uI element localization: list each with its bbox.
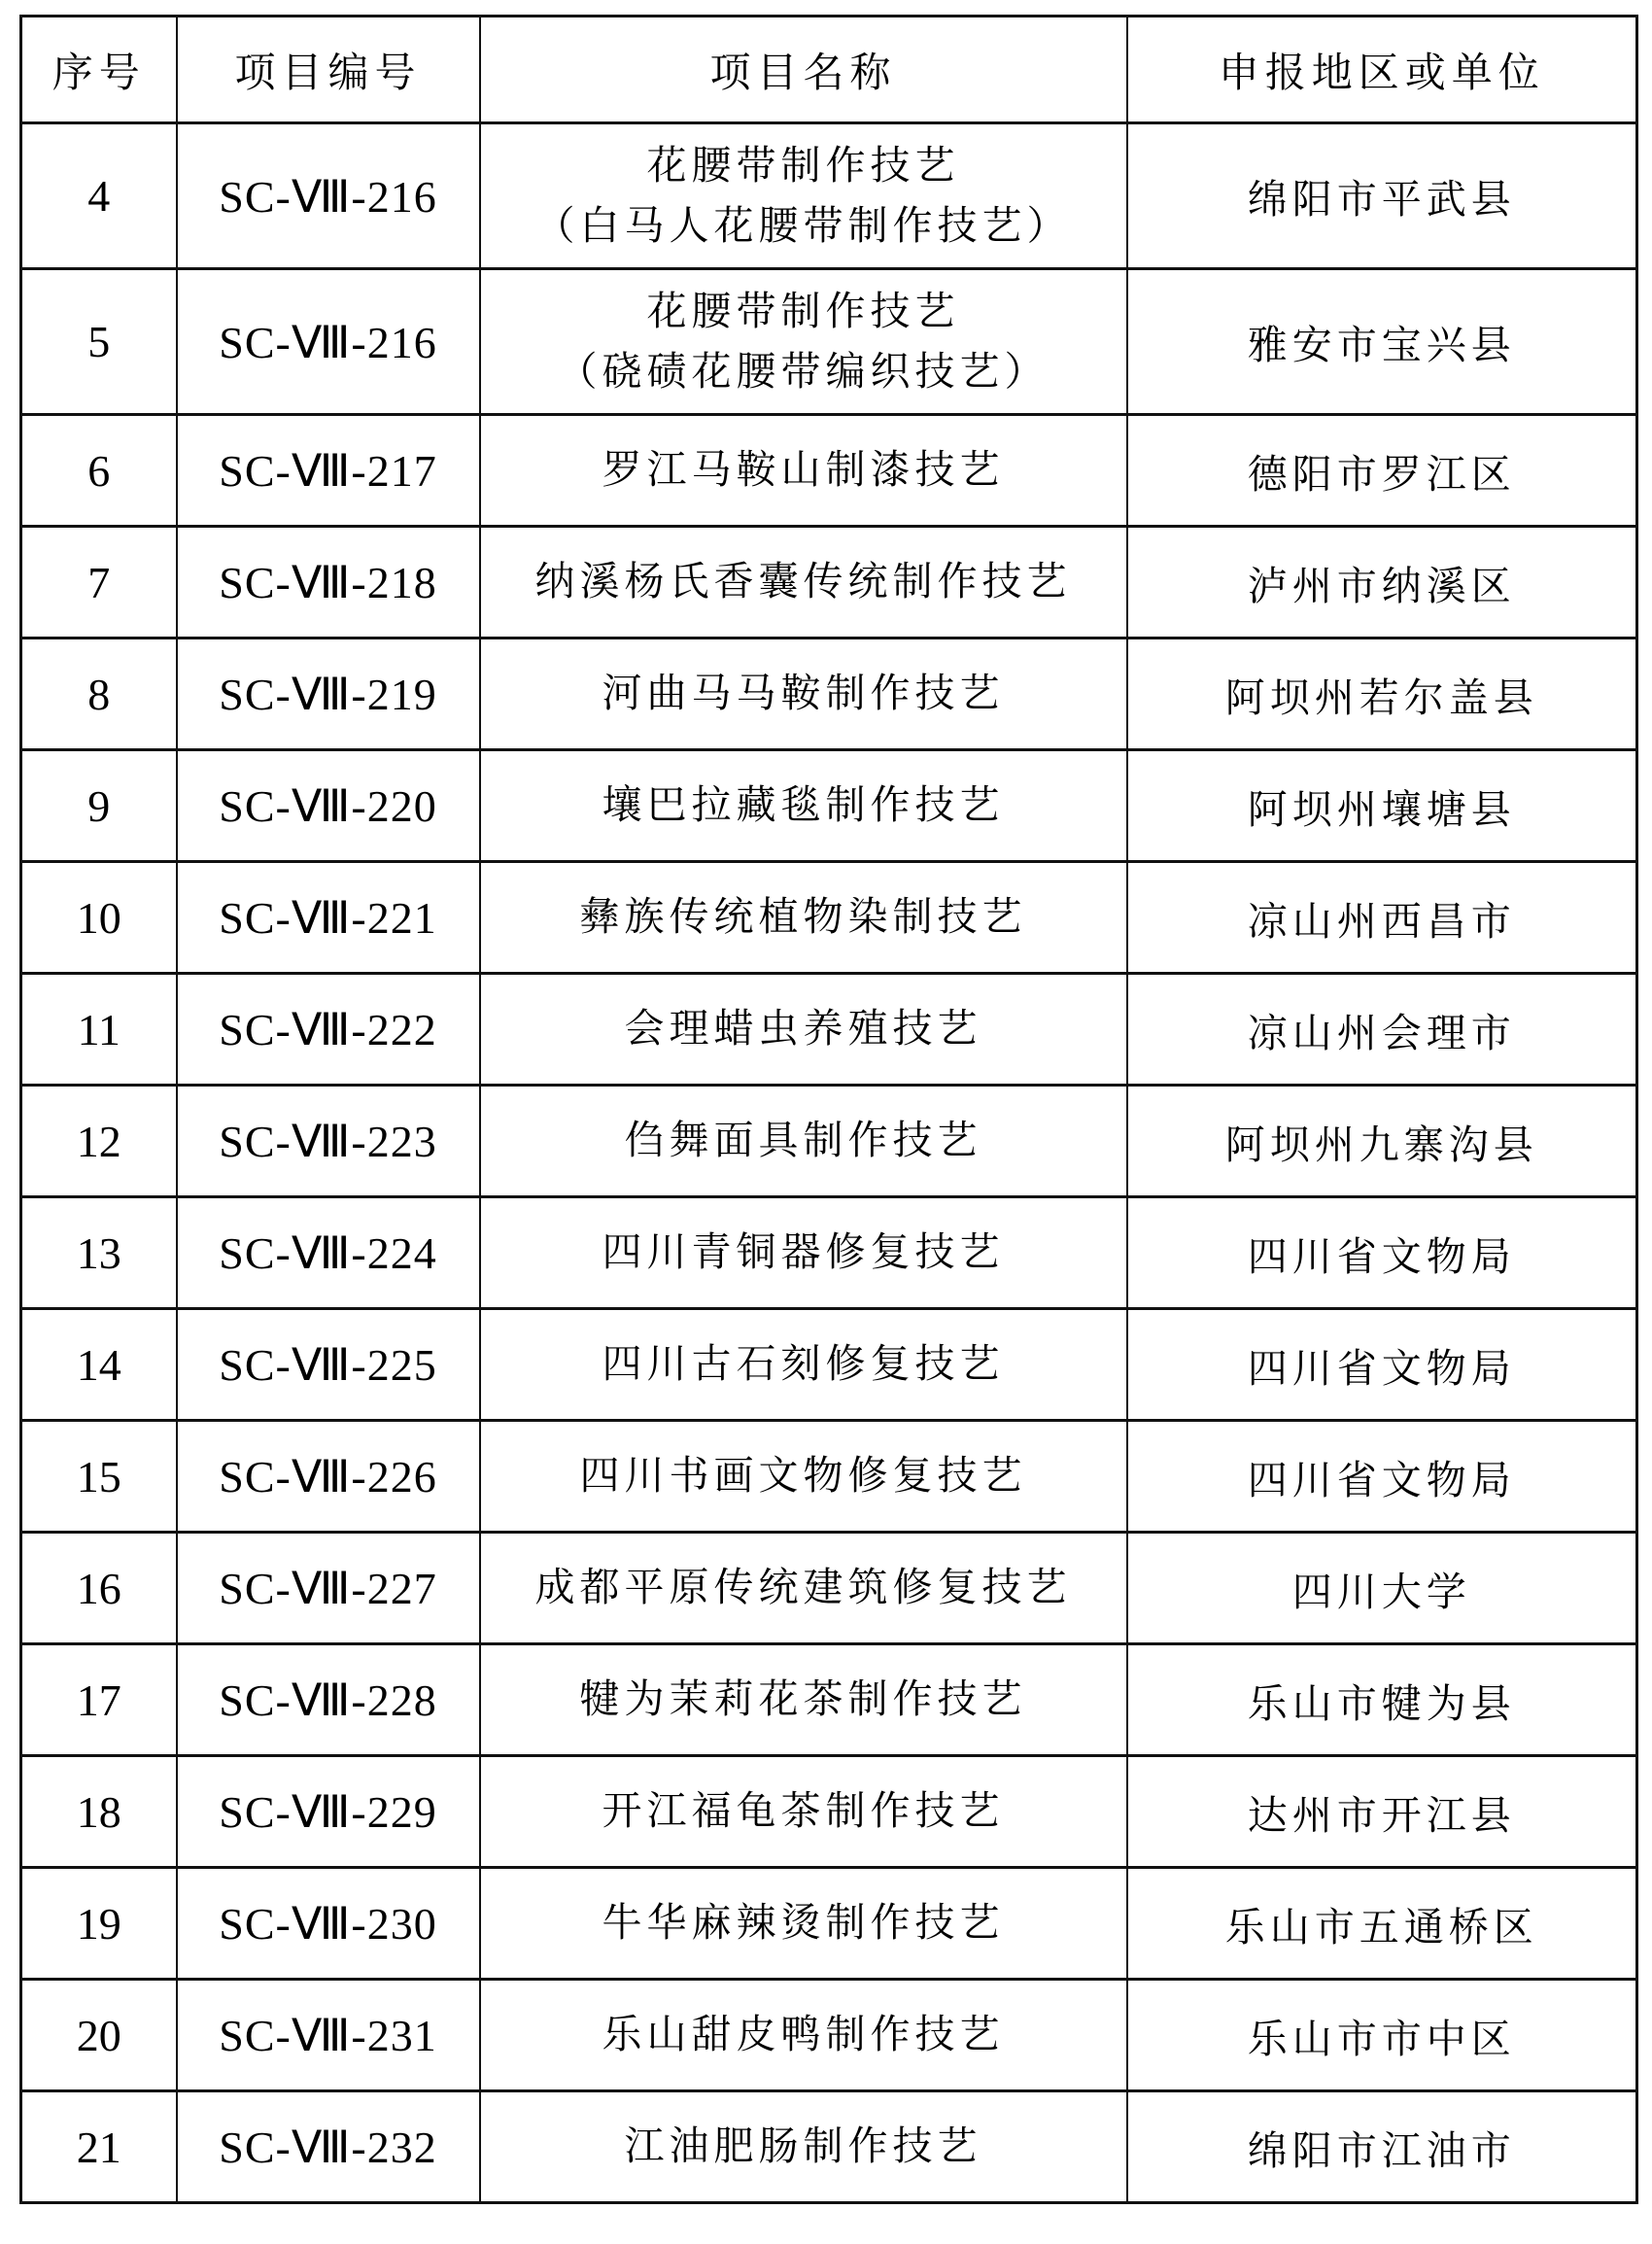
table-row xyxy=(21,750,1637,862)
table-header xyxy=(21,17,1637,123)
project-name-cell xyxy=(480,1197,1127,1309)
declaring-region-cell: 绵阳市平武县 xyxy=(1127,123,1637,269)
declaring-region-cell: 乐山市五通桥区 xyxy=(1127,1868,1637,1980)
serial-cell: 11 xyxy=(21,974,177,1086)
project-name-line: 江油肥肠制作技艺 xyxy=(624,2123,982,2169)
project-code-cell: SC-Ⅷ-219 xyxy=(177,639,480,750)
declaring-region-cell: 阿坝州若尔盖县 xyxy=(1127,639,1637,750)
table-row xyxy=(21,1309,1637,1421)
project-code-cell: SC-Ⅷ-232 xyxy=(177,2091,480,2203)
project-name-line: 花腰带制作技艺 xyxy=(646,143,960,188)
serial-cell: 4 xyxy=(21,123,177,269)
table-row xyxy=(21,527,1637,639)
project-name-line: 㑇舞面具制作技艺 xyxy=(624,1118,982,1163)
serial-cell: 19 xyxy=(21,1868,177,1980)
declaring-region-cell: 四川大学 xyxy=(1127,1533,1637,1644)
declaring-region-cell: 阿坝州九寨沟县 xyxy=(1127,1086,1637,1197)
serial-cell: 13 xyxy=(21,1197,177,1309)
project-name-cell xyxy=(480,639,1127,750)
table-row xyxy=(21,1868,1637,1980)
column-header-project-name: 项目名称 xyxy=(480,17,1127,123)
table-row xyxy=(21,1421,1637,1533)
project-name-cell xyxy=(480,527,1127,639)
serial-cell: 6 xyxy=(21,415,177,527)
serial-cell: 14 xyxy=(21,1309,177,1421)
project-code-cell: SC-Ⅷ-228 xyxy=(177,1644,480,1756)
project-name-line: 罗江马鞍山制漆技艺 xyxy=(602,447,1005,493)
project-code-cell: SC-Ⅷ-231 xyxy=(177,1980,480,2091)
serial-cell: 17 xyxy=(21,1644,177,1756)
heritage-projects-table xyxy=(19,15,1638,2204)
declaring-region-cell: 四川省文物局 xyxy=(1127,1421,1637,1533)
table-row xyxy=(21,974,1637,1086)
serial-cell: 12 xyxy=(21,1086,177,1197)
project-name-line: 彝族传统植物染制技艺 xyxy=(579,894,1027,940)
table-row xyxy=(21,1533,1637,1644)
serial-cell: 5 xyxy=(21,269,177,415)
table-row xyxy=(21,269,1637,415)
project-name-cell xyxy=(480,1533,1127,1644)
declaring-region-cell: 泸州市纳溪区 xyxy=(1127,527,1637,639)
serial-cell: 16 xyxy=(21,1533,177,1644)
project-name-line: 乐山甜皮鸭制作技艺 xyxy=(602,2012,1005,2057)
project-code-cell: SC-Ⅷ-216 xyxy=(177,269,480,415)
project-name-line: 牛华麻辣烫制作技艺 xyxy=(602,1900,1005,1946)
table-row xyxy=(21,1756,1637,1868)
table-row xyxy=(21,1197,1637,1309)
column-header-serial: 序号 xyxy=(21,17,177,123)
project-name-cell xyxy=(480,750,1127,862)
table-row xyxy=(21,1086,1637,1197)
project-name-line: 壤巴拉藏毯制作技艺 xyxy=(602,782,1005,828)
declaring-region-cell: 乐山市市中区 xyxy=(1127,1980,1637,2091)
project-code-cell: SC-Ⅷ-221 xyxy=(177,862,480,974)
project-code-cell: SC-Ⅷ-224 xyxy=(177,1197,480,1309)
header-row xyxy=(21,17,1637,123)
project-code-cell: SC-Ⅷ-230 xyxy=(177,1868,480,1980)
project-name-cell xyxy=(480,862,1127,974)
project-name-cell xyxy=(480,123,1127,269)
declaring-region-cell: 阿坝州壤塘县 xyxy=(1127,750,1637,862)
serial-cell: 21 xyxy=(21,2091,177,2203)
serial-cell: 10 xyxy=(21,862,177,974)
serial-cell: 7 xyxy=(21,527,177,639)
project-name-cell xyxy=(480,269,1127,415)
project-name-cell xyxy=(480,1086,1127,1197)
project-name-cell xyxy=(480,415,1127,527)
project-name-cell xyxy=(480,974,1127,1086)
declaring-region-cell: 四川省文物局 xyxy=(1127,1309,1637,1421)
project-name-line: 成都平原传统建筑修复技艺 xyxy=(534,1565,1072,1610)
table-row xyxy=(21,415,1637,527)
project-code-cell: SC-Ⅷ-227 xyxy=(177,1533,480,1644)
declaring-region-cell: 乐山市犍为县 xyxy=(1127,1644,1637,1756)
table-row xyxy=(21,862,1637,974)
project-code-cell: SC-Ⅷ-217 xyxy=(177,415,480,527)
project-name-line: （白马人花腰带制作技艺） xyxy=(534,202,1072,248)
project-name-line: 开江福龟茶制作技艺 xyxy=(602,1788,1005,1834)
serial-cell: 15 xyxy=(21,1421,177,1533)
declaring-region-cell: 四川省文物局 xyxy=(1127,1197,1637,1309)
project-name-cell xyxy=(480,1980,1127,2091)
project-name-cell xyxy=(480,1644,1127,1756)
project-name-cell xyxy=(480,1756,1127,1868)
project-name-cell xyxy=(480,2091,1127,2203)
project-name-line: 四川书画文物修复技艺 xyxy=(579,1453,1027,1499)
table-row xyxy=(21,639,1637,750)
column-header-declaring-region: 申报地区或单位 xyxy=(1127,17,1637,123)
project-name-line: 花腰带制作技艺 xyxy=(646,289,960,333)
declaring-region-cell: 绵阳市江油市 xyxy=(1127,2091,1637,2203)
project-name-cell xyxy=(480,1421,1127,1533)
project-name-line: 四川古石刻修复技艺 xyxy=(602,1341,1005,1387)
table-row xyxy=(21,2091,1637,2203)
project-name-line: 犍为茉莉花茶制作技艺 xyxy=(579,1676,1027,1722)
declaring-region-cell: 雅安市宝兴县 xyxy=(1127,269,1637,415)
project-name-line: 四川青铜器修复技艺 xyxy=(602,1229,1005,1275)
project-code-cell: SC-Ⅷ-225 xyxy=(177,1309,480,1421)
project-name-cell xyxy=(480,1868,1127,1980)
declaring-region-cell: 达州市开江县 xyxy=(1127,1756,1637,1868)
project-name-line: 河曲马马鞍制作技艺 xyxy=(602,671,1005,716)
project-code-cell: SC-Ⅷ-223 xyxy=(177,1086,480,1197)
serial-cell: 18 xyxy=(21,1756,177,1868)
project-code-cell: SC-Ⅷ-226 xyxy=(177,1421,480,1533)
table-body xyxy=(21,123,1637,2203)
table-row xyxy=(21,1644,1637,1756)
project-code-cell: SC-Ⅷ-229 xyxy=(177,1756,480,1868)
column-header-project-code: 项目编号 xyxy=(177,17,480,123)
project-name-line: 纳溪杨氏香囊传统制作技艺 xyxy=(534,559,1072,604)
project-code-cell: SC-Ⅷ-218 xyxy=(177,527,480,639)
project-code-cell: SC-Ⅷ-220 xyxy=(177,750,480,862)
project-name-line: （硗碛花腰带编织技艺） xyxy=(557,348,1050,394)
table-row xyxy=(21,1980,1637,2091)
serial-cell: 8 xyxy=(21,639,177,750)
project-code-cell: SC-Ⅷ-216 xyxy=(177,123,480,269)
project-name-line: 会理蜡虫养殖技艺 xyxy=(624,1006,982,1052)
project-name-cell xyxy=(480,1309,1127,1421)
table-row xyxy=(21,123,1637,269)
declaring-region-cell: 凉山州会理市 xyxy=(1127,974,1637,1086)
declaring-region-cell: 德阳市罗江区 xyxy=(1127,415,1637,527)
declaring-region-cell: 凉山州西昌市 xyxy=(1127,862,1637,974)
serial-cell: 9 xyxy=(21,750,177,862)
project-code-cell: SC-Ⅷ-222 xyxy=(177,974,480,1086)
serial-cell: 20 xyxy=(21,1980,177,2091)
